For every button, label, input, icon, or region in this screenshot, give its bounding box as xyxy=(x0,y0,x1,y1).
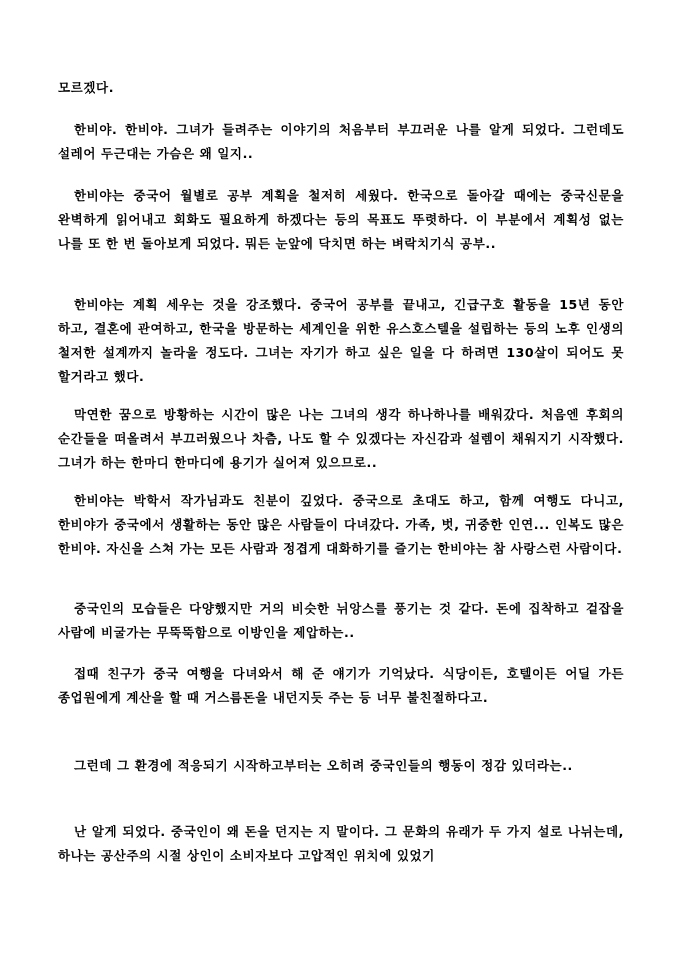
paragraph: 막연한 꿈으로 방황하는 시간이 많은 나는 그녀의 생각 하나하나를 배워갔다. 처음엔 후회의 순간들을 떠올려서 부끄러웠으나 차츰, 나도 할 수 있겠다는 자신감과 설렘이 채워지기 시작했다. 그녀가 하는 한마디 한마디에 용기가 실어져 있으므로.. xyxy=(58,407,624,470)
paragraph: 중국인의 모습들은 다양했지만 거의 비슷한 뉘앙스를 풍기는 것 같다. 돈에 집착하고 겉잡을 사람에 비굴가는 무뚝뚝함으로 이방인을 제압하는.. xyxy=(58,601,624,640)
paragraph: 접때 친구가 중국 여행을 다녀와서 해 준 얘기가 기억났다. 식당이든, 호텔이든 어딜 가든 종업원에게 계산을 할 때 거스름돈을 내던지듯 주는 등 너무 불친절하다고. xyxy=(58,666,624,705)
paragraph: 한비야는 박학서 작가님과도 친분이 깊었다. 중국으로 초대도 하고, 함께 여행도 다니고, 한비야가 중국에서 생활하는 동안 많은 사람들이 다녀갔다. 가족, 벗, 귀중한 인연... 인복도 많은 한비야. 자신을 스쳐 가는 모든 사람과 정겹게 대화하기를 즐기는 한비야는 참 사랑스런 사람이다. xyxy=(58,493,624,556)
paragraph: 그런데 그 환경에 적응되기 시작하고부터는 오히려 중국인들의 행동이 정감 있더라는.. xyxy=(74,758,573,773)
paragraph: 한비야. 한비야. 그녀가 들려주는 이야기의 처음부터 부끄러운 나를 알게 되었다. 그런데도 설레어 두근대는 가슴은 왜 일지.. xyxy=(58,122,624,161)
paragraph: 한비야는 계획 세우는 것을 강조했다. 중국어 공부를 끝내고, 긴급구호 활동을 15년 동안 하고, 결혼에 관여하고, 한국을 방문하는 세계인을 위한 유스호스텔을 설립하는 등의 노후 인생의 철저한 설계까지 놀라울 정도다. 그녀는 자기가 하고 싶은 일을 다 하려면 130살이 되어도 못 할거라고 했다. xyxy=(58,297,624,384)
paragraph: 난 알게 되었다. 중국인이 왜 돈을 던지는 지 말이다. 그 문화의 유래가 두 가지 설로 나뉘는데, 하나는 공산주의 시절 상인이 소비자보다 고압적인 위치에 있었기 xyxy=(58,824,624,863)
paragraph: 모르겠다. xyxy=(58,80,115,95)
paragraph: 한비야는 중국어 월별로 공부 계획을 철저히 세웠다. 한국으로 돌아갈 때에는 중국신문을 완벽하게 읽어내고 회화도 필요하게 하겠다는 등의 목표도 뚜렷하다. 이 부분에서 계획성 없는 나를 또 한 번 돌아보게 되었다. 뭐든 눈앞에 닥치면 하는 벼락치기식 공부.. xyxy=(58,188,624,251)
